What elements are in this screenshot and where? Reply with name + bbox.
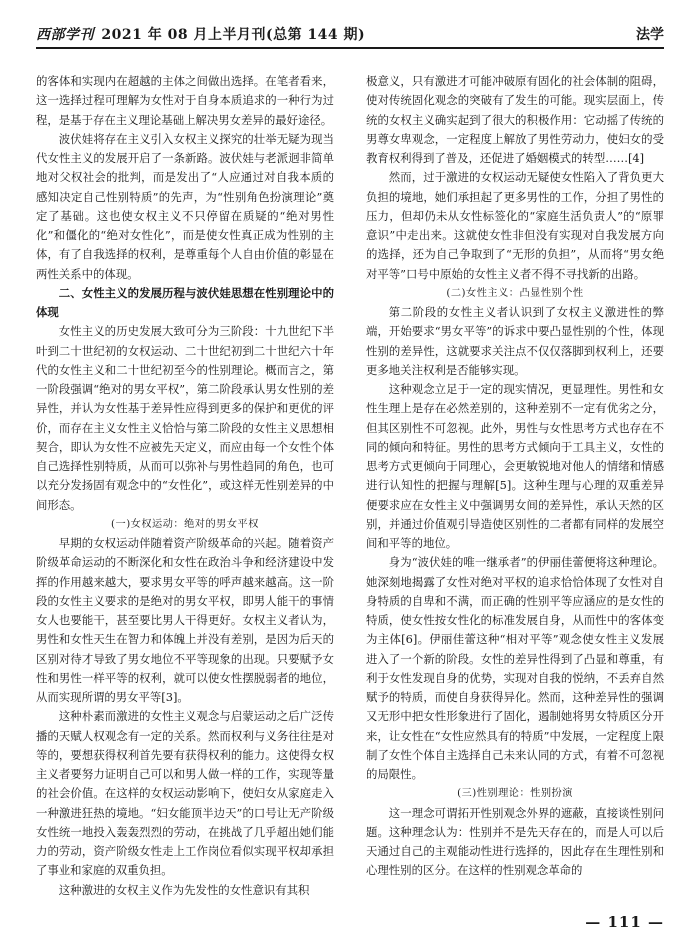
- subsection-heading: (一)女权运动：绝对的男女平权: [111, 518, 259, 530]
- paragraph: 这种朴素而激进的女性主义观念与启蒙运动之后广泛传播的天赋人权观念有一定的关系。然而权利与义务往往是对等的，要想获得权利首先要有获得权利的能力。这使得女权主义者要努力证明自己可以和男人做一样的工作，实现等量的社会价值。在这样的女权运动影响下，使妇女从家庭走入一种激进狂热的境地。“妇女能顶半边天”的口号让无产阶级女性统一地投入轰轰烈烈的劳动，在挑战了几乎超出她们能力的劳动，资产阶级女性走上工作岗位看似实现平权却承担了事业和家庭的双重负担。: [36, 709, 334, 878]
- section-heading: 二、女性主义的发展历程与波伏娃思想在性别理论中的体现: [36, 285, 334, 319]
- page-header: [36, 22, 664, 48]
- paragraph: 这种观念立足于一定的现实情况，更显理性。男性和女性生理上是存在必然差别的，这种差别不一定有优劣之分，但其区别性不可忽视。此外，男性与女性思考方式也存在不同的倾向和特征。男性的思考方式倾向于工具主义，女性的思考方式更倾向于同理心，会更敏锐地对他人的情绪和情感进行认知性的把握与理解[5]。这种生理与心理的双重差异便要求应在女性主义中强调男女间的差异性，承认天然的区别，并通过价值观引导造使区别性的二者都有同样的发展空间和平等的地位。: [366, 382, 664, 550]
- paragraph: 这一理念可谓拓开性别观念外界的遮蔽，直接谈性别问题。这种理念认为：性别并不是先天存在的，而是人可以后天通过自己的主观能动性进行选择的，因此存在生理性别和心理性别的区分。在这样的性别观念革命的: [366, 805, 664, 878]
- issue-info: 2021 年 08 月上半月刊(总第 144 期): [101, 27, 366, 43]
- subsection-heading: (三)性别理论：性别扮演: [457, 788, 573, 800]
- paragraph: 波伏娃将存在主义引入女权主义探究的壮举无疑为现当代女性主义的发展开启了一条新路。波伏娃与老派迥非简单地对父权社会的批判，而是发出了“人应通过对自我本质的感知决定自己性别特质”的先声，为“性别角色扮演理论”奠定了基础。这也使女权主义不只停留在质疑的“绝对男性化”和僵化的“绝对女性化”，而是使女性真正成为性别的主体，有了自我选择的权利，是尊重每个人自由价值的彰显在两性关系中的体现。: [36, 131, 334, 281]
- journal-name: 西部学刊: [36, 27, 94, 43]
- subsection-heading: (二)女性主义：凸显性别个性: [446, 287, 584, 299]
- page-number: — 111 —: [585, 913, 664, 931]
- paragraph: 身为“波伏娃的唯一继承者”的伊丽佳蕾便将这种理论。她深刻地揭露了女性对绝对平权的追求恰恰体现了女性对自身特质的自卑和不满，而正确的性别平等应涵应的是女性的特质，使女性按女性化的标准发展自身，从而性中的客体变为主体[6]。伊丽佳蕾这种“相对平等”观念使女性主义发展进入了一个新的阶段。女性的差异性得到了凸显和尊重，有利于女性发现自身的优势，实现对自我的悦纳，不丢弃自然赋予的特质，而使自身获得异化。然而，这种差异性的强调又无形中把女性形象进行了固化，遏制她将男女特质区分开来，让女性在“女性应然具有的特质”中发展，一定程度上限制了女性个体自主选择自己未来认同的方式，有着不可忽视的局限性。: [366, 555, 664, 781]
- paragraph: 早期的女权运动伴随着资产阶级革命的兴起。随着资产阶级革命运动的不断深化和女性在政治斗争和经济建设中发挥的作用越来越大，要求男女平等的呼声越来越高。这一阶段的女性主义要求的是绝对的男女平权，即男人能干的事情女人也要能干，甚至要比男人干得更好。女权主义者认为，男性和女性天生在智力和体魄上并没有差别，是因为后天的区别对待才导致了男女地位不平等现象的出现。只要赋予女性和男性一样平等的权利，就可以使女性摆脱弱者的地位，从而实现所谓的男女平等[3]。: [36, 536, 334, 704]
- paragraph: 极意义，只有激进才可能冲破原有固化的社会体制的阻碍，使对传统固化观念的突破有了发生的可能。现实层面上，传统的女权主义确实起到了很大的积极作用：它动摇了传统的男尊女卑观念，一定程度上解放了男性劳动力，使妇女的受教育权利得到了普及，还促进了婚姻模式的转型……[4]: [366, 74, 664, 165]
- header-rule: [36, 47, 664, 49]
- paragraph: 的客体和实现内在超越的主体之间做出选择。在笔者看来，这一选择过程可理解为女性对于自身本质追求的一种行为过程，是基于存在主义理论基础上解决男女差异的最好途径。: [36, 74, 334, 127]
- paragraph: 第二阶段的女性主义者认识到了女权主义激进性的弊端，开始要求“男女平等”的诉求中要凸显性别的个性，体现性别的差异性，这就要求关注点不仅仅落脚到权利上，还要更多地关注权利是否能够实现。: [366, 305, 664, 377]
- journal-title: [36, 24, 365, 44]
- right-column: [366, 72, 664, 881]
- paragraph: 女性主义的历史发展大致可分为三阶段：十九世纪下半叶到二十世纪初的女权运动、二十世纪初到二十世纪六十年代的女性主义和二十世纪初至今的性别理论。概而言之，第一阶段强调“绝对的男女平权”，第二阶段承认男女性别的差异性，并认为女性基于差异性应得到更多的保护和更优的评价，而存在主义女性主义恰恰与第二阶段的女性主义思想相契合，即认为女性不应被先天定义，而应由每一个女性个体自己选择性别特质，从而可以弥补与男性趋同的角色，也可以充分发扬固有观念中的“女性化”，或这样无性别差异的中间形态。: [36, 324, 334, 512]
- left-column: [36, 72, 334, 900]
- section-label: 法学: [636, 27, 664, 43]
- paragraph: 这种激进的女权主义作为先发性的女性意识有其积: [58, 882, 310, 897]
- paragraph: 然而，过于激进的女权运动无疑使女性陷入了背负更大负担的境地，她们承担起了更多男性的工作，分担了男性的压力，但却仍未从女性标签化的“家庭生活负责人”的“原罪意识”中走出来。这就使女性非但没有实现对自我发展方向的选择，还为自己争取到了“无形的负担”，从而将“男女绝对平等”口号中原始的女性主义者不得不寻找新的出路。: [366, 170, 664, 281]
